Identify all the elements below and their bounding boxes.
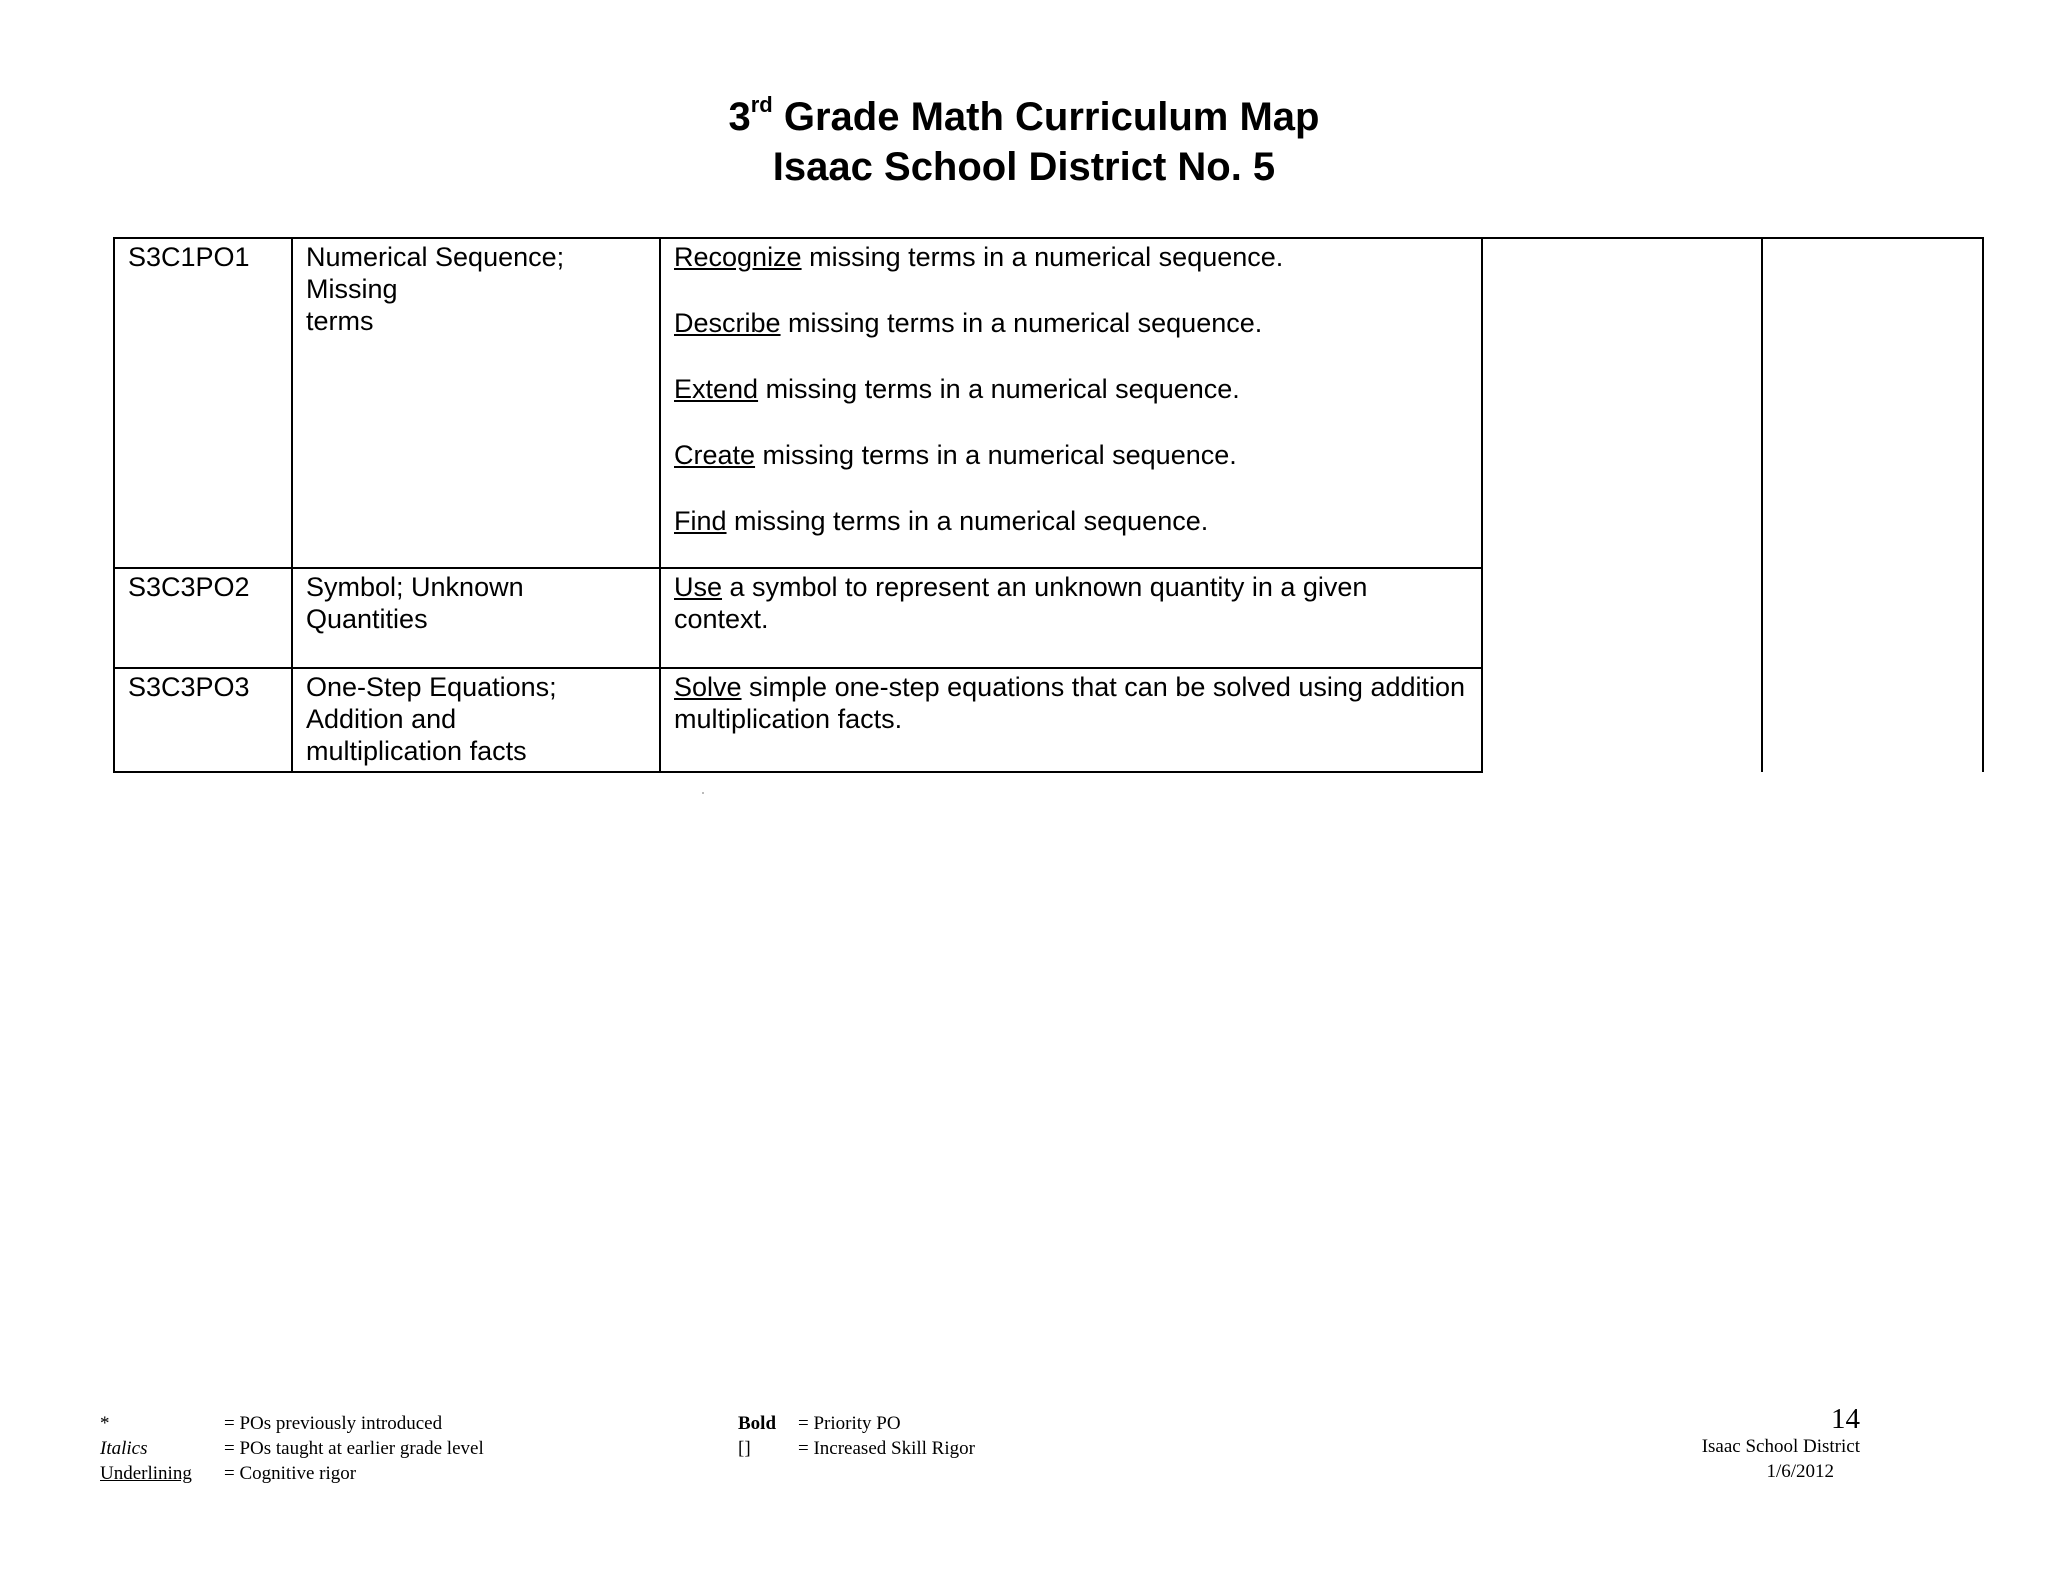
rigor-verb: Describe — [674, 308, 781, 338]
footer-district: Isaac School District — [1701, 1436, 1860, 1457]
legend-symbol: * — [100, 1413, 110, 1434]
topic-line: One-Step Equations; — [306, 672, 557, 702]
grade-ordinal: rd — [750, 92, 773, 117]
objective-line — [674, 241, 1468, 273]
rigor-verb: Find — [674, 506, 727, 536]
objective-text: missing terms in a numerical sequence. — [801, 242, 1284, 272]
topic-line: Symbol; Unknown — [306, 572, 524, 602]
objective-text: missing terms in a numerical sequence. — [758, 374, 1240, 404]
page-number: 14 — [1831, 1403, 1860, 1435]
stray-mark — [702, 792, 704, 794]
rigor-verb: Recognize — [674, 242, 802, 272]
objective-text: missing terms in a numerical sequence. — [726, 506, 1209, 536]
legend-row — [100, 1411, 660, 1436]
grade-number: 3 — [728, 95, 751, 139]
objective-text: a symbol to represent an unknown quantity in a given context. — [674, 572, 1368, 634]
title-text: Grade Math Curriculum Map — [772, 95, 1320, 139]
po-code-cell: S3C1PO1 — [114, 238, 292, 568]
legend-row — [738, 1411, 1198, 1436]
table-row — [114, 238, 1983, 568]
legend-symbol: Italics — [100, 1438, 148, 1459]
topic-line: multiplication facts — [306, 736, 527, 766]
legend-symbol: Underlining — [100, 1463, 192, 1484]
po-code-cell: S3C3PO2 — [114, 568, 292, 668]
objective-cell — [660, 568, 1482, 668]
legend-left — [100, 1411, 660, 1486]
objective-text: missing terms in a numerical sequence. — [755, 440, 1237, 470]
po-code-cell: S3C3PO3 — [114, 668, 292, 772]
legend-description: = POs taught at earlier grade level — [224, 1438, 484, 1459]
topic-line: terms — [306, 306, 374, 336]
legend-row — [738, 1436, 1198, 1461]
rigor-verb: Use — [674, 572, 723, 602]
footer-date: 1/6/2012 — [1766, 1461, 1834, 1482]
legend-row — [100, 1461, 660, 1486]
legend-description: = Cognitive rigor — [224, 1463, 357, 1484]
topic-line: Quantities — [306, 604, 428, 634]
objective-cell — [660, 238, 1482, 568]
legend-description: = Increased Skill Rigor — [798, 1438, 975, 1459]
document-title — [0, 92, 2048, 142]
empty-column-cell — [1482, 238, 1762, 772]
objective-cell — [660, 668, 1482, 772]
legend-symbol: Bold — [738, 1413, 777, 1434]
objective-line — [674, 307, 1468, 339]
topic-line: Addition and — [306, 704, 457, 734]
objective-line — [674, 571, 1468, 635]
objective-line — [674, 505, 1468, 537]
topic-line: Numerical Sequence; — [306, 242, 565, 272]
legend-middle — [738, 1411, 1198, 1461]
objective-text: simple one-step equations that can be solved using addition multiplication facts. — [674, 672, 1466, 734]
rigor-verb: Solve — [674, 672, 742, 702]
empty-column-cell — [1762, 238, 1983, 772]
legend-description: = POs previously introduced — [224, 1413, 443, 1434]
objective-line — [674, 373, 1468, 405]
topic-cell — [292, 668, 660, 772]
rigor-verb: Create — [674, 440, 756, 470]
topic-cell — [292, 568, 660, 668]
document-header — [0, 92, 2048, 192]
legend-description: = Priority PO — [798, 1413, 901, 1434]
curriculum-table — [113, 237, 1984, 773]
district-name: Isaac School District No. 5 — [772, 145, 1276, 189]
objective-line — [674, 439, 1468, 471]
page-footer-right — [1600, 1404, 1860, 1484]
topic-cell — [292, 238, 660, 568]
legend-row — [100, 1436, 660, 1461]
objective-text: missing terms in a numerical sequence. — [780, 308, 1263, 338]
legend-symbol: [] — [738, 1438, 751, 1459]
rigor-verb: Extend — [674, 374, 759, 404]
topic-line: Missing — [306, 274, 398, 304]
objective-line — [674, 671, 1468, 735]
